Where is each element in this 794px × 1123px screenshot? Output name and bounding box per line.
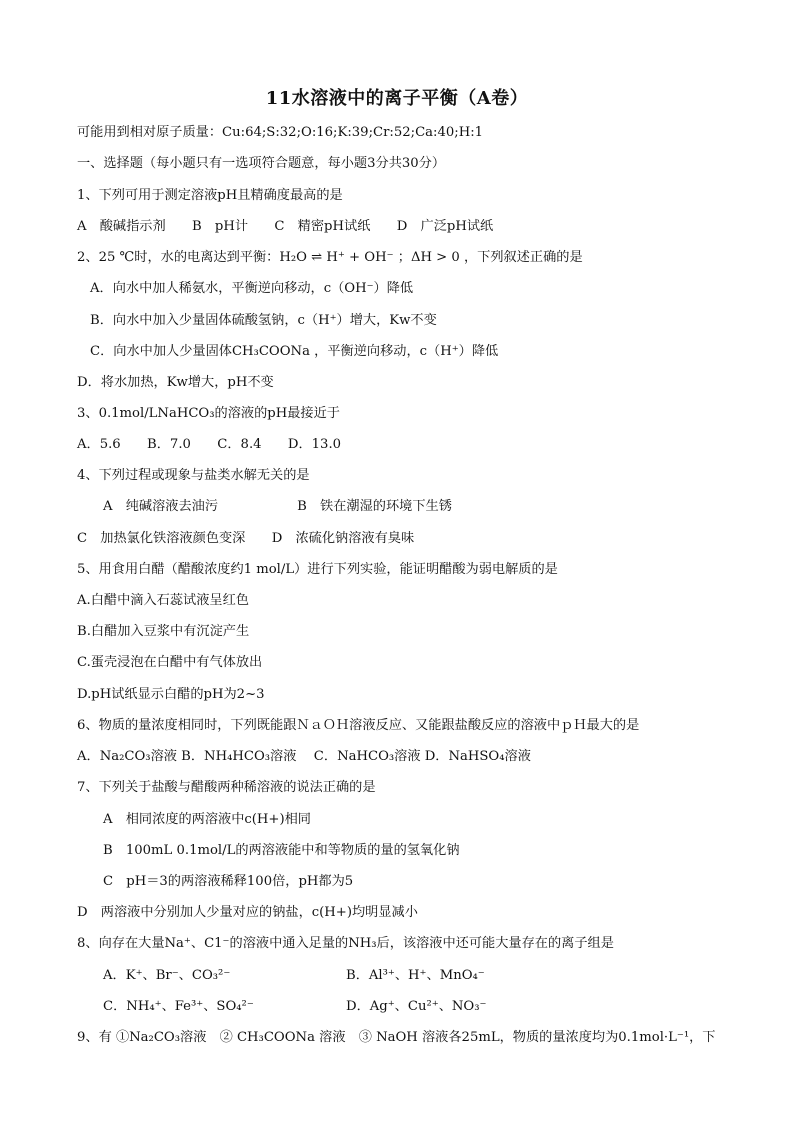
atomic-masses-note: 可能用到相对原子质量：Cu:64;S:32;O:16;K:39;Cr:52;Ca:40;H:1 xyxy=(77,125,484,140)
question-2-option-b: B．向水中加入少量固体硫酸氢钠，c（H⁺）增大，Kw不变 xyxy=(90,313,437,328)
question-9-stem: 9、有 ①Na₂CO₃溶液 ② CH₃COONa 溶液 ③ NaOH 溶液各25mL，物质的量浓度均为0.1mol·L⁻¹，下 xyxy=(77,1030,716,1045)
question-5-option-c: C.蛋壳浸泡在白醋中有气体放出 xyxy=(77,655,263,670)
question-8-option-c: C．NH₄⁺、Fe³⁺、SO₄²⁻ xyxy=(103,999,254,1014)
question-6-stem: 6、物质的量浓度相同时，下列既能跟ＮａＯＨ溶液反应、又能跟盐酸反应的溶液中ｐＨ最大的是 xyxy=(77,718,640,733)
section-heading: 一、选择题（每小题只有一选项符合题意，每小题3分共30分） xyxy=(77,156,446,171)
question-8-option-a: A．K⁺、Br⁻、CO₃²⁻ xyxy=(103,968,231,983)
question-1-stem: 1、下列可用于测定溶液pH且精确度最高的是 xyxy=(77,188,343,203)
question-2-option-c: C．向水中加人少量固体CH₃COONa ，平衡逆向移动，c（H⁺）降低 xyxy=(90,344,499,359)
question-7-option-a: A 相同浓度的两溶液中c(H+)相同 xyxy=(103,812,311,827)
question-7-option-d: D 两溶液中分别加人少量对应的钠盐，c(H+)均明显减小 xyxy=(77,905,418,920)
question-4-options-ab: A 纯碱溶液去油污 B 铁在潮湿的环境下生锈 xyxy=(103,499,452,514)
question-8-option-d: D．Ag⁺、Cu²⁺、NO₃⁻ xyxy=(346,999,487,1014)
question-7-option-b: B 100mL 0.1mol/L的两溶液能中和等物质的量的氢氧化钠 xyxy=(103,843,460,858)
question-8-option-b: B．Al³⁺、H⁺、MnO₄⁻ xyxy=(346,968,485,983)
question-1-options: A 酸碱指示剂 B pH计 C 精密pH试纸 D 广泛pH试纸 xyxy=(77,219,494,234)
question-7-stem: 7、下列关于盐酸与醋酸两种稀溶液的说法正确的是 xyxy=(77,780,376,795)
question-5-option-b: B.白醋加入豆浆中有沉淀产生 xyxy=(77,624,250,639)
question-4-options-cd: C 加热氯化铁溶液颜色变深 D 浓硫化钠溶液有臭味 xyxy=(77,531,415,546)
question-5-option-d: D.pH试纸显示白醋的pH为2~3 xyxy=(77,687,265,702)
question-8-stem: 8、向存在大量Na⁺、C1⁻的溶液中通入足量的NH₃后，该溶液中还可能大量存在的离子组是 xyxy=(77,936,614,951)
question-5-stem: 5、用食用白醋（醋酸浓度约1 mol/L）进行下列实验，能证明醋酸为弱电解质的是 xyxy=(77,562,558,577)
question-2-option-d: D．将水加热，Kw增大，pH不变 xyxy=(77,375,274,390)
question-2-option-a: A．向水中加人稀氨水，平衡逆向移动，c（OH⁻）降低 xyxy=(90,281,414,296)
page-title: 11水溶液中的离子平衡（A卷） xyxy=(265,88,529,109)
question-7-option-c: C pH＝3的两溶液稀释100倍，pH都为5 xyxy=(103,874,354,889)
question-2-stem: 2、25 ℃时，水的电离达到平衡：H₂O ⇌ H⁺ + OH⁻ ；ΔH > 0 ，下列叙述正确的是 xyxy=(77,250,583,265)
question-4-stem: 4、下列过程或现象与盐类水解无关的是 xyxy=(77,468,310,483)
question-3-options: A．5.6 B．7.0 C．8.4 D．13.0 xyxy=(77,437,342,452)
question-5-option-a: A.白醋中滴入石蕊试液呈红色 xyxy=(77,593,249,608)
question-3-stem: 3、0.1mol/LNaHCO₃的溶液的pH最接近于 xyxy=(77,406,340,421)
question-6-options: A．Na₂CO₃溶液 B．NH₄HCO₃溶液 C．NaHCO₃溶液 D．NaHSO₄溶液 xyxy=(77,749,531,764)
